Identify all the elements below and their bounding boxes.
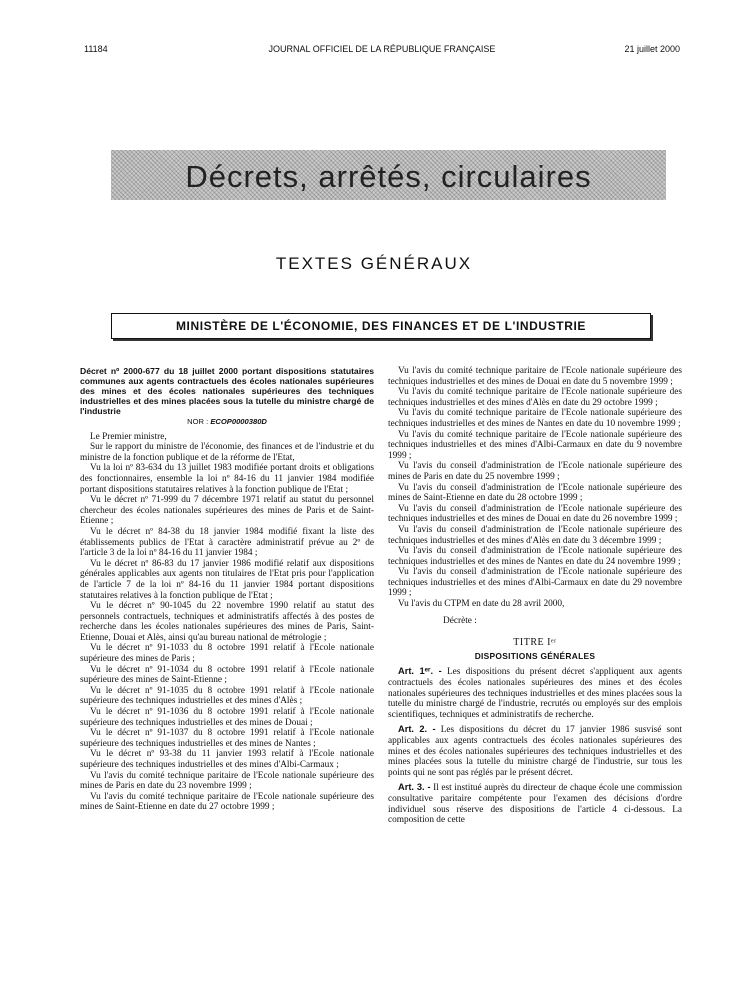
paragraph: Vu l'avis du conseil d'administration de l'Ecole nationale supérieure des techniques industrielles et des mines de Nantes en date du 24 novembre 1999 ; xyxy=(388,546,682,567)
paragraph: Vu le décret nº 91-1037 du 8 octobre 1991 relatif à l'Ecole nationale supérieure des techniques industrielles et des mines de Nantes ; xyxy=(80,728,374,749)
decree-title: Décret nº 2000-677 du 18 juillet 2000 portant dispositions statutaires communes aux agents contractuels des écoles nationales supérieures des mines et des écoles nationales supérieures des techniques industrielles et des mines placées sous la tutelle du ministre chargé de l'industrie xyxy=(80,366,374,416)
right-column xyxy=(388,366,682,830)
article-label: Art. 2. - xyxy=(398,724,436,735)
paragraph: Vu le décret nº 71-999 du 7 décembre 1971 relatif au statut du personnel chercheur des écoles nationales supérieures des mines de Paris et de Saint-Etienne ; xyxy=(80,495,374,527)
paragraph: Vu l'avis du conseil d'administration de l'Ecole nationale supérieure des mines de Paris en date du 25 novembre 1999 ; xyxy=(388,461,682,482)
paragraph: Vu l'avis du comité technique paritaire de l'Ecole nationale supérieure des mines de Paris en date du 23 novembre 1999 ; xyxy=(80,770,374,792)
paragraph: Le Premier ministre, xyxy=(90,431,167,442)
paragraph: Vu le décret nº 91-1035 du 8 octobre 1991 relatif à l'Ecole nationale supérieure des techniques industrielles et des mines d'Alès ; xyxy=(80,685,374,707)
decrete-line: Décrète : xyxy=(443,615,477,626)
paragraph: Vu l'avis du comité technique paritaire de l'Ecole nationale supérieure des techniques industrielles et des mines de Douai en date du 5 novembre 1999 ; xyxy=(388,366,682,387)
paragraph: Vu le décret nº 91-1033 du 8 octobre 1991 relatif à l'Ecole nationale supérieure des mines de Paris ; xyxy=(80,643,374,665)
titre-subtitle: DISPOSITIONS GÉNÉRALES xyxy=(474,650,596,661)
section-title: TEXTES GÉNÉRAUX xyxy=(275,254,473,273)
article xyxy=(388,782,682,825)
article-label: Art. 1ᵉʳ. - xyxy=(398,666,442,677)
article xyxy=(388,724,682,778)
page-header xyxy=(84,44,680,58)
paragraph: Sur le rapport du ministre de l'économie, des finances et de l'industrie et du ministre de la fonction publique et de la réforme de l'Etat, xyxy=(80,442,374,463)
article-text: Les dispositions du présent décret s'appliquent aux agents contractuels des écoles nationales supérieures des mines et des écoles nationales supérieures des techniques industrielles et des mines placées sous la tutelle du ministre chargé de l'industrie, recrutés ou employés sur des emplois scientifiques, techniques et administratifs de recherche. xyxy=(388,667,682,720)
paragraph: Vu l'avis du conseil d'administration de l'Ecole nationale supérieure des mines de Saint-Etienne en date du 28 octobre 1999 ; xyxy=(388,482,682,504)
article-text: Les dispositions du décret du 17 janvier 1986 susvisé sont applicables aux agents contractuels des écoles nationales supérieures des mines et des écoles nationales supérieures des techniques industrielles et des mines placées sous la tutelle du ministre chargé de l'industrie, sur tous les points qui ne sont pas réglés par le présent décret. xyxy=(388,725,683,778)
article-label: Art. 3. - xyxy=(398,782,431,793)
paragraph: Vu le décret nº 91-1036 du 8 octobre 1991 relatif à l'Ecole nationale supérieure des techniques industrielles et des mines de Douai ; xyxy=(80,707,374,728)
paragraph: Vu l'avis du comité technique paritaire de l'Ecole nationale supérieure des techniques industrielles et des mines de Nantes en date du 10 novembre 1999 ; xyxy=(388,408,682,429)
paragraph: Vu l'avis du comité technique paritaire de l'Ecole nationale supérieure des techniques industrielles et des mines d'Alès en date du 29 octobre 1999 ; xyxy=(388,387,682,408)
journal-title: JOURNAL OFFICIEL DE LA RÉPUBLIQUE FRANÇAISE xyxy=(268,44,496,54)
issue-date: 21 juillet 2000 xyxy=(624,44,680,54)
category-banner xyxy=(111,150,666,200)
paragraph: Vu le décret nº 91-1034 du 8 octobre 1991 relatif à l'Ecole nationale supérieure des mines de Saint-Etienne ; xyxy=(80,664,374,686)
paragraph: Vu l'avis du conseil d'administration de l'Ecole nationale supérieure des techniques industrielles et des mines d'Albi-Carmaux en date du 29 novembre 1999 ; xyxy=(388,567,682,599)
nor-label: NOR : xyxy=(187,417,209,426)
nor-code: ECOP0000380D xyxy=(210,417,267,426)
paragraph: Vu l'avis du comité technique paritaire de l'Ecole nationale supérieure des techniques industrielles et des mines d'Albi-Carmaux en date du 9 novembre 1999 ; xyxy=(388,429,682,461)
left-column xyxy=(80,366,374,813)
paragraph: Vu le décret nº 90-1045 du 22 novembre 1990 relatif au statut des personnels contractuels, techniques et administratifs affectés à des postes de recherche dans les écoles nationales supérieures des mines de Paris, Saint-Etienne, Douai et Alès, ainsi qu'au bureau national de métrologie ; xyxy=(80,601,374,643)
paragraph: Vu l'avis du comité technique paritaire de l'Ecole nationale supérieure des mines de Saint-Etienne en date du 27 octobre 1999 ; xyxy=(80,791,374,813)
paragraph: Vu l'avis du conseil d'administration de l'Ecole nationale supérieure des techniques industrielles et des mines d'Alès en date du 3 décembre 1999 ; xyxy=(388,524,682,546)
page-number: 11184 xyxy=(84,44,108,54)
paragraph: Vu le décret nº 84-38 du 18 janvier 1984 modifié fixant la liste des établissements publics de l'Etat à caractère administratif prévue au 2º de l'article 3 de la loi nº 84-16 du 11 janvier 1984 ; xyxy=(80,526,374,559)
ministry-heading xyxy=(111,313,651,339)
paragraph: Vu le décret nº 93-38 du 11 janvier 1993 relatif à l'Ecole nationale supérieure des techniques industrielles et des mines d'Albi-Carmaux ; xyxy=(80,749,374,770)
banner-title: Décrets, arrêtés, circulaires xyxy=(185,159,592,194)
article xyxy=(388,666,682,720)
nor-reference xyxy=(80,417,374,428)
titre-heading: TITRE Iᵉʳ xyxy=(513,637,557,649)
ministry-name: MINISTÈRE DE L'ÉCONOMIE, DES FINANCES ET DE L'INDUSTRIE xyxy=(175,319,587,333)
paragraph: Vu l'avis du conseil d'administration de l'Ecole nationale supérieure des techniques industrielles et des mines de Douai en date du 26 novembre 1999 ; xyxy=(388,503,682,525)
paragraph: Vu l'avis du CTPM en date du 28 avril 2000, xyxy=(398,599,565,610)
article-text: Il est institué auprès du directeur de chaque école une commission consultative paritaire compétente pour l'examen des décisions d'ordre individuel sous réserve des dispositions de l'article 4 ci-dessous. La composition de cette xyxy=(388,783,682,826)
paragraph: Vu la loi nº 83-634 du 13 juillet 1983 modifiée portant droits et obligations des fonctionnaires, ensemble la loi nº 84-16 du 11 janvier 1984 modifiée portant dispositions statutaires relatives à la fonction publique de l'Etat ; xyxy=(80,463,374,495)
paragraph: Vu le décret nº 86-83 du 17 janvier 1986 modifié relatif aux dispositions générales applicables aux agents non titulaires de l'Etat pris pour l'application de l'article 7 de la loi nº 84-16 du 11 janvier 1984 portant dispositions statutaires relatives à la fonction publique de l'Etat ; xyxy=(80,558,374,601)
